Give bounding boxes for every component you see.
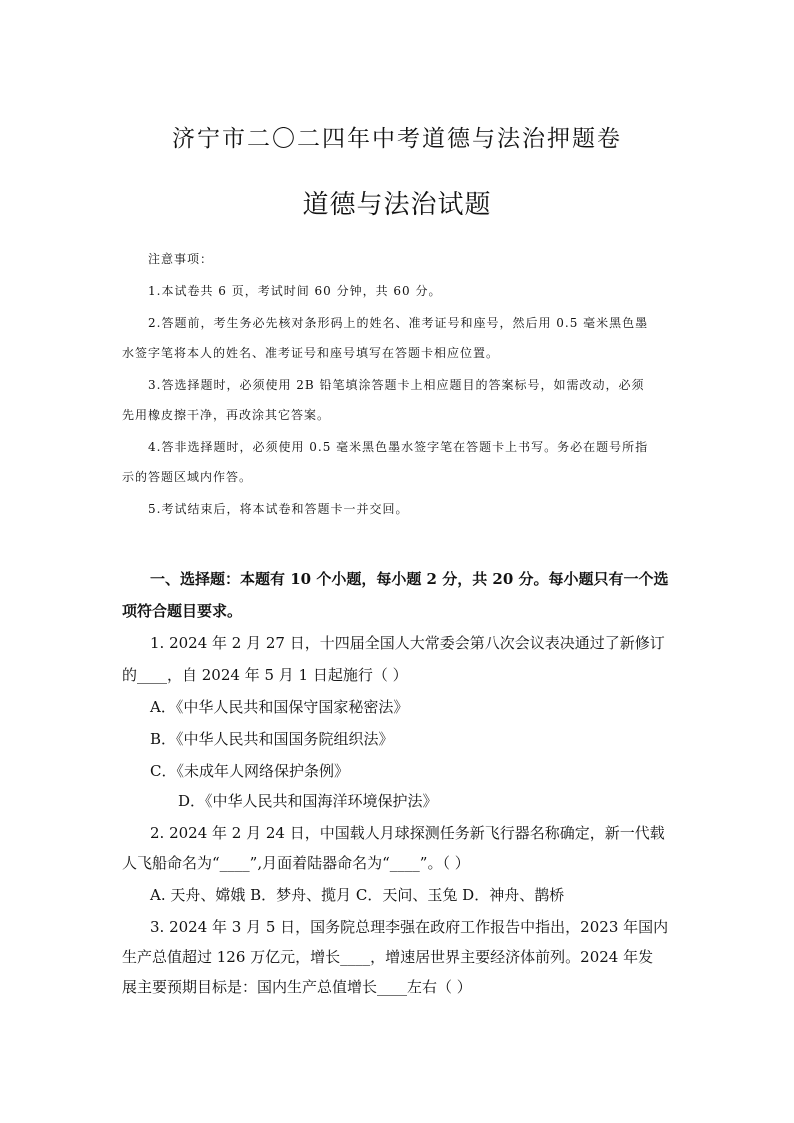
section-heading: 一、选择题：本题有 10 个小题，每小题 2 分，共 20 分。每小题只有一个选 xyxy=(150,570,669,588)
notice-line: 先用橡皮擦干净，再改涂其它答案。 xyxy=(122,408,331,422)
question-1-option-d: D．《中华人民共和国海洋环境保护法》 xyxy=(178,792,438,810)
question-2-stem-cont: 人飞船命名为“____”,月面着陆器命名为“____”。（ ） xyxy=(122,854,470,872)
notice-line: 5.考试结束后，将本试卷和答题卡一并交回。 xyxy=(148,502,409,516)
question-1-option-c: C．《未成年人网络保护条例》 xyxy=(150,762,349,780)
notice-line: 示的答题区域内作答。 xyxy=(122,470,253,484)
section-heading-cont: 项符合题目要求。 xyxy=(122,602,243,620)
notice-line: 2.答题前，考生务必先核对条形码上的姓名、准考证号和座号，然后用 0.5 毫米黑色墨 xyxy=(148,316,649,330)
question-2-options: A. 天舟、嫦娥 B．梦舟、揽月 C．天问、玉兔 D．神舟、鹊桥 xyxy=(150,886,565,904)
question-3-stem-cont: 生产总值超过 126 万亿元，增长____，增速居世界主要经济体前列。2024 年发 xyxy=(122,948,654,966)
question-1-stem-cont: 的____，自 2024 年 5 月 1 日起施行（ ） xyxy=(122,666,408,684)
notice-line: 水签字笔将本人的姓名、准考证号和座号填写在答题卡相应位置。 xyxy=(122,346,500,360)
question-1-option-a: A．《中华人民共和国保守国家秘密法》 xyxy=(150,698,409,716)
section-choice-questions xyxy=(122,568,682,1008)
notice-heading: 注意事项： xyxy=(148,252,214,266)
question-2-stem: 2. 2024 年 2 月 24 日，中国载人月球探测任务新飞行器名称确定，新一代载 xyxy=(150,824,665,842)
question-3-stem-cont: 展主要预期目标是：国内生产总值增长____左右（ ） xyxy=(122,978,472,996)
exam-main-title: 济宁市二〇二四年中考道德与法治押题卷 xyxy=(172,126,622,152)
question-3-stem: 3. 2024 年 3 月 5 日，国务院总理李强在政府工作报告中指出，2023 年国内 xyxy=(150,918,669,936)
question-1-option-b: B．《中华人民共和国国务院组织法》 xyxy=(150,730,394,748)
notice-line: 1.本试卷共 6 页，考试时间 60 分钟，共 60 分。 xyxy=(148,284,442,298)
exam-subject-title: 道德与法治试题 xyxy=(302,190,492,220)
notice-section xyxy=(122,250,682,520)
notice-line: 4.答非选择题时，必须使用 0.5 毫米黑色墨水签字笔在答题卡上书写。务必在题号所指 xyxy=(148,440,649,454)
question-1-stem: 1. 2024 年 2 月 27 日，十四届全国人大常委会第八次会议表决通过了新修订 xyxy=(150,634,665,652)
notice-line: 3.答选择题时，必须使用 2B 铅笔填涂答题卡上相应题目的答案标号，如需改动，必须 xyxy=(148,378,645,392)
